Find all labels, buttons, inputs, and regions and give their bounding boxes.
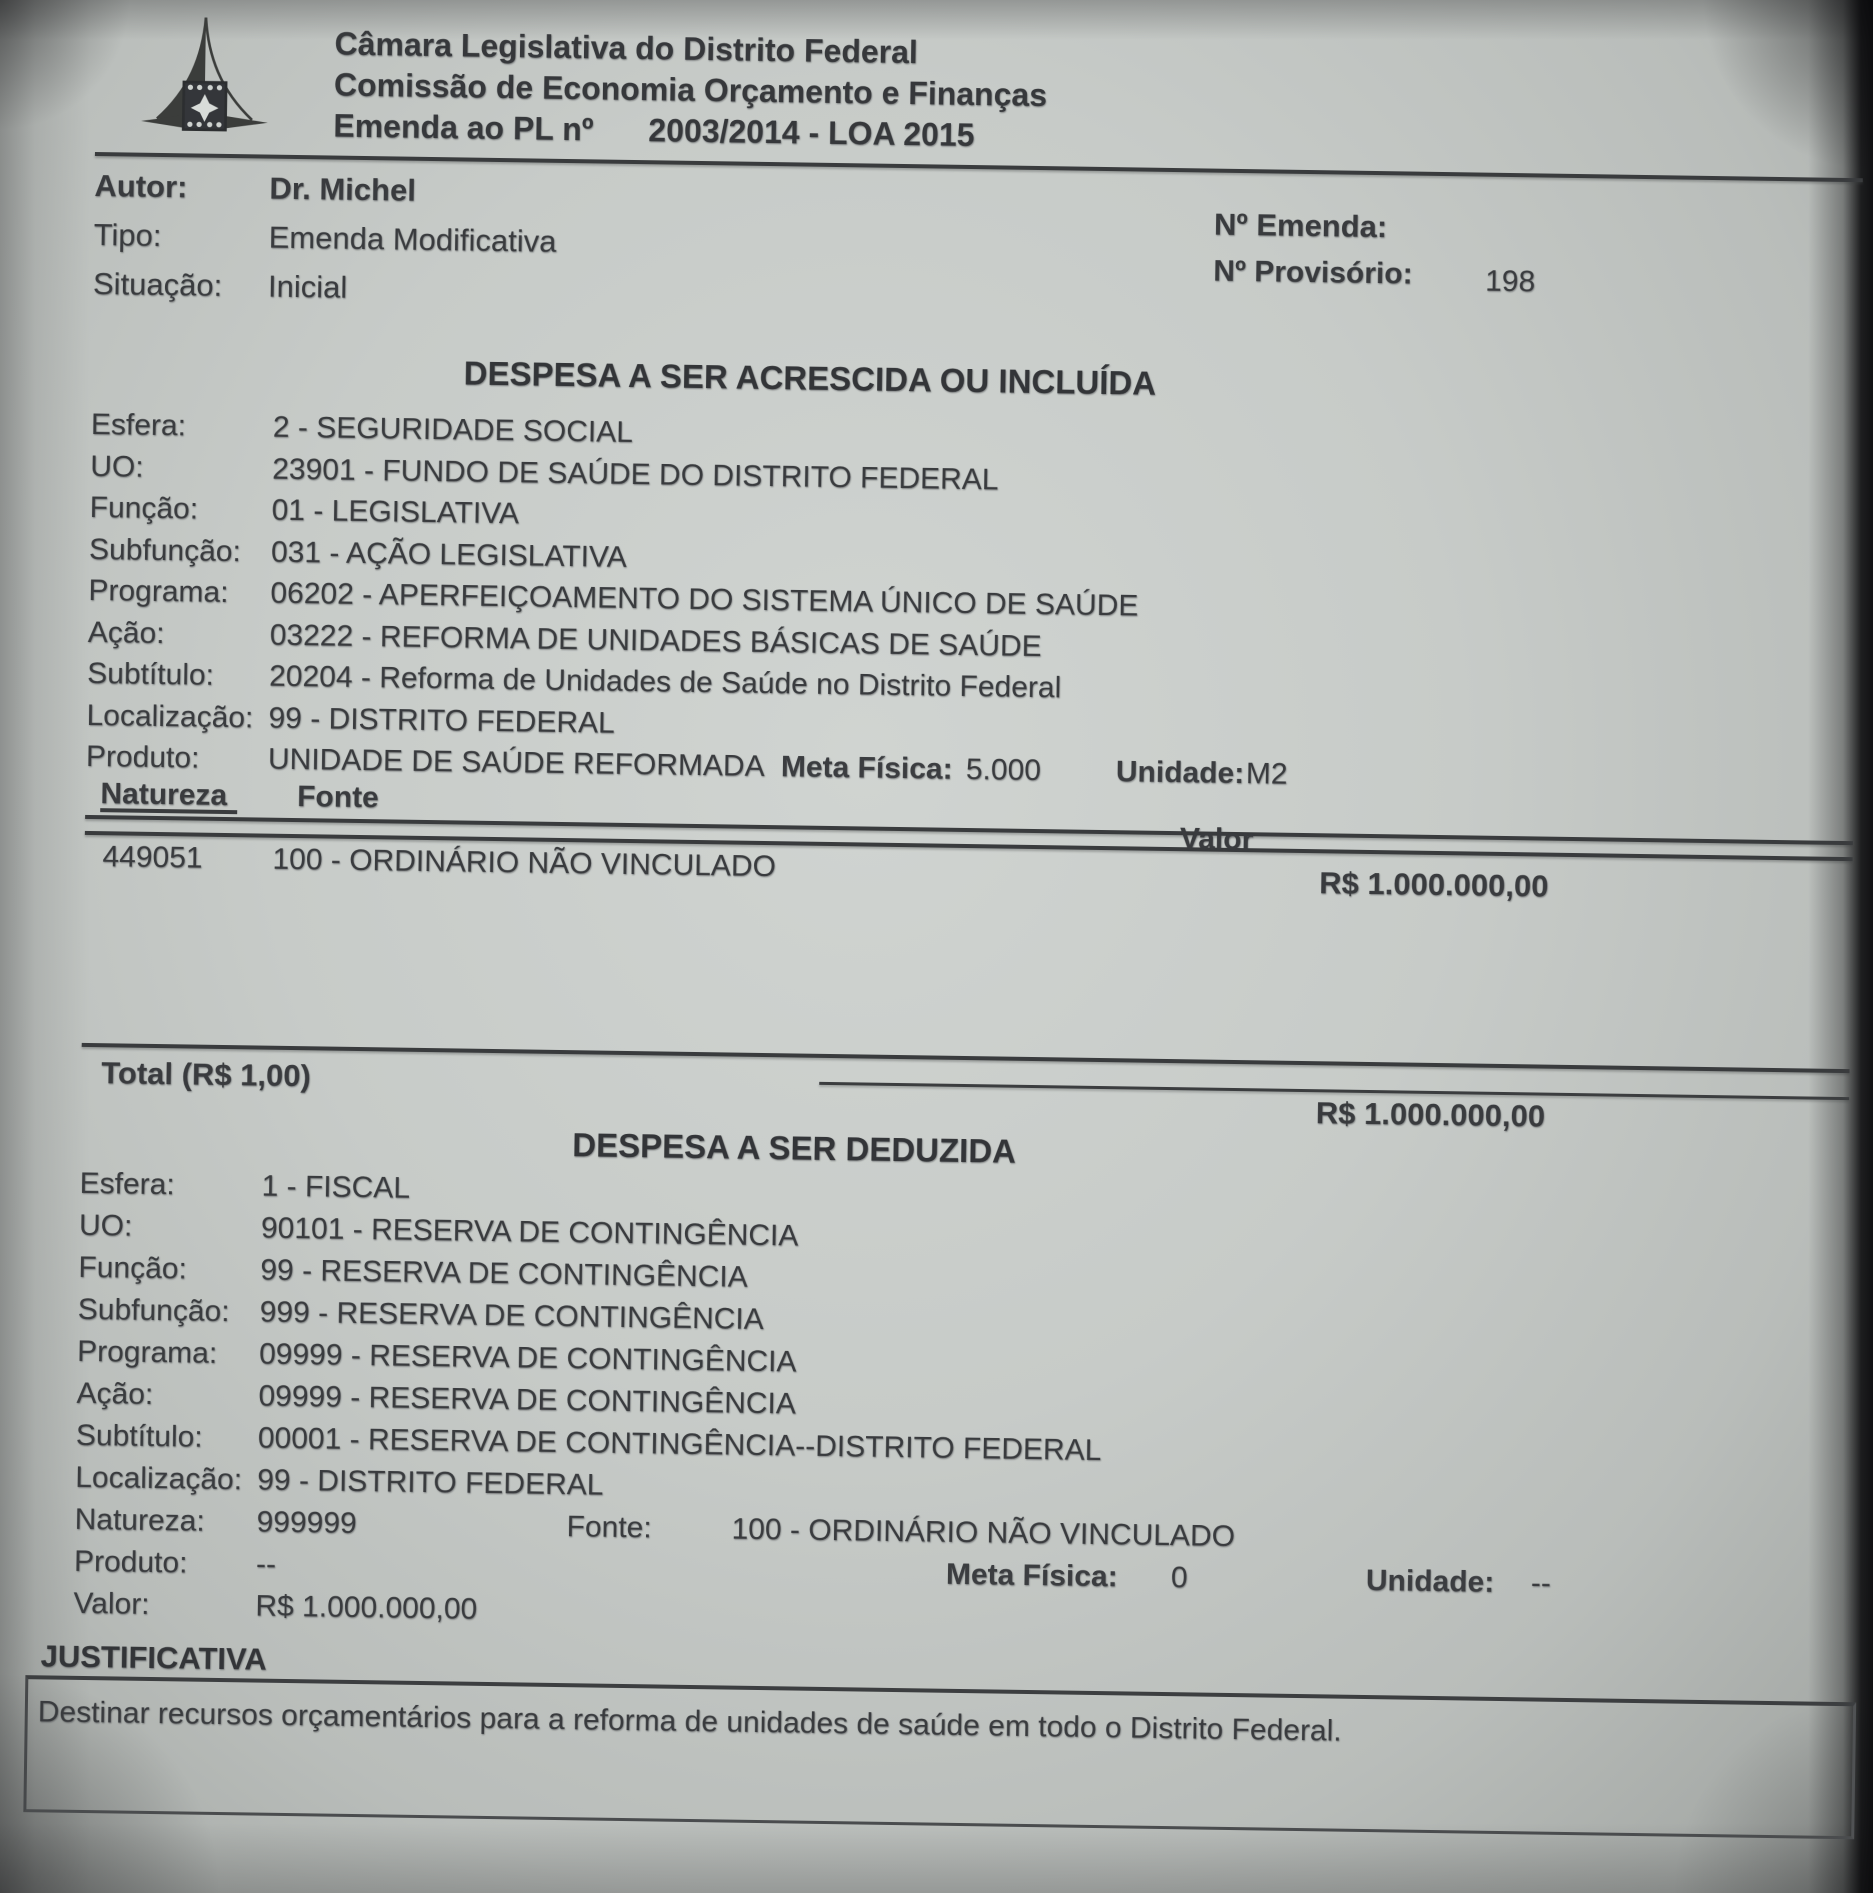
- field-value: 09999 - RESERVA DE CONTINGÊNCIA: [258, 1379, 797, 1421]
- pl-number: 2003/2014 - LOA 2015: [648, 112, 975, 154]
- field-label: Esfera:: [79, 1166, 175, 1201]
- field-label: Subtítulo:: [75, 1418, 203, 1454]
- n-provisorio-value: 198: [1484, 264, 1536, 299]
- total-block: [81, 1042, 1850, 1140]
- header-org-block: [333, 24, 1048, 159]
- field-label: Subtítulo:: [86, 656, 215, 692]
- despesa-deduzida-fields: [73, 1162, 1848, 1650]
- valor-cell: R$ 1.000.000,00: [1319, 864, 1549, 904]
- unidade-label: Unidade:: [1115, 755, 1245, 791]
- field-label: Localização:: [86, 698, 254, 734]
- field-label: Localização:: [75, 1460, 243, 1496]
- fonte-label: Fonte:: [566, 1509, 652, 1544]
- justificativa-text: Destinar recursos orçamentários para a reforma de unidades de saúde em todo o Distrito Federal.: [37, 1694, 1342, 1748]
- cldf-monument-icon: [115, 12, 295, 147]
- field-label: Programa:: [76, 1334, 218, 1370]
- field-label: Subfunção:: [77, 1292, 230, 1328]
- justificativa-box: [23, 1675, 1856, 1839]
- n-emenda-label: Nº Emenda:: [1213, 206, 1388, 245]
- valor-label: Valor:: [73, 1586, 150, 1621]
- total-value: R$ 1.000.000,00: [1315, 1094, 1546, 1134]
- field-value: 90101 - RESERVA DE CONTINGÊNCIA: [260, 1211, 799, 1253]
- autor-value: Dr. Michel: [269, 170, 417, 208]
- field-label: Ação:: [76, 1376, 154, 1411]
- natureza-header: Natureza: [100, 778, 237, 814]
- field-value: 00001 - RESERVA DE CONTINGÊNCIA--DISTRITO FEDERAL: [257, 1421, 1102, 1467]
- field-value: 99 - RESERVA DE CONTINGÊNCIA: [260, 1253, 748, 1294]
- valor-value: R$ 1.000.000,00: [255, 1589, 478, 1626]
- field-value: 2 - SEGURIDADE SOCIAL: [272, 410, 634, 450]
- field-value: 23901 - FUNDO DE SAÚDE DO DISTRITO FEDERAL: [272, 452, 999, 496]
- natureza-label: Natureza:: [74, 1502, 205, 1538]
- field-value: 1 - FISCAL: [261, 1169, 411, 1205]
- field-value: 09999 - RESERVA DE CONTINGÊNCIA: [258, 1337, 797, 1379]
- org-line2: Comissão de Economia Orçamento e Finanças: [333, 66, 1048, 114]
- unidade-value: --: [1530, 1565, 1552, 1600]
- field-value: 99 - DISTRITO FEDERAL: [257, 1463, 604, 1502]
- produto-label: Produto:: [85, 739, 200, 775]
- meta-fisica-value: 0: [1170, 1560, 1188, 1594]
- document-header: [95, 12, 1865, 170]
- situacao-label: Situação:: [92, 265, 223, 303]
- field-value: 01 - LEGISLATIVA: [271, 493, 520, 531]
- total-divider: [82, 1042, 1850, 1072]
- field-value: 03222 - REFORMA DE UNIDADES BÁSICAS DE SAÚDE: [269, 618, 1042, 663]
- pl-label: Emenda ao PL nº: [333, 107, 594, 148]
- field-label: Subfunção:: [88, 532, 242, 568]
- meta-fisica-label: Meta Física:: [945, 1557, 1118, 1593]
- field-value: 031 - AÇÃO LEGISLATIVA: [270, 535, 627, 574]
- unidade-label: Unidade:: [1365, 1563, 1495, 1599]
- unidade-value: M2: [1245, 757, 1288, 791]
- produto-value: UNIDADE DE SAÚDE REFORMADA: [267, 742, 765, 784]
- tipo-label: Tipo:: [93, 216, 162, 253]
- field-value: 20204 - Reforma de Unidades de Saúde no Distrito Federal: [268, 659, 1062, 705]
- produto-value: --: [255, 1547, 277, 1581]
- section-title-despesa-acrescida: DESPESA A SER ACRESCIDA OU INCLUÍDA: [463, 354, 1157, 402]
- field-label: Esfera:: [90, 407, 187, 443]
- field-value: 06202 - APERFEIÇOAMENTO DO SISTEMA ÚNICO DE SAÚDE: [270, 576, 1139, 623]
- field-label: Programa:: [88, 573, 229, 610]
- field-label: UO:: [90, 449, 144, 484]
- despesa-acrescida-fields: [86, 404, 1859, 804]
- meta-fisica-label: Meta Física:: [780, 750, 953, 786]
- total-label: Total (R$ 1,00): [101, 1054, 312, 1093]
- justificativa-title: JUSTIFICATIVA: [40, 1637, 268, 1677]
- field-value: 99 - DISTRITO FEDERAL: [268, 701, 615, 740]
- meta-fisica-value: 5.000: [965, 752, 1042, 788]
- org-line1: Câmara Legislativa do Distrito Federal: [334, 25, 919, 71]
- fonte-cell: 100 - ORDINÁRIO NÃO VINCULADO: [272, 842, 777, 883]
- document-content: [37, 12, 1865, 1839]
- field-value: 999 - RESERVA DE CONTINGÊNCIA: [259, 1295, 765, 1336]
- field-label: Ação:: [87, 615, 165, 650]
- valor-header: Valor: [1179, 821, 1254, 856]
- tipo-value: Emenda Modificativa: [268, 219, 557, 259]
- section-title-despesa-deduzida: DESPESA A SER DEDUZIDA: [572, 1125, 1017, 1170]
- produto-label: Produto:: [73, 1544, 188, 1580]
- natureza-value: 999999: [256, 1505, 358, 1540]
- field-label: UO:: [78, 1208, 133, 1243]
- n-provisorio-label: Nº Provisório:: [1213, 254, 1413, 291]
- natureza-cell: 449051: [102, 839, 203, 875]
- fonte-header: Fonte: [296, 779, 380, 814]
- meta-block: [93, 168, 1863, 341]
- field-label: Função:: [89, 490, 199, 526]
- autor-label: Autor:: [94, 167, 188, 205]
- situacao-value: Inicial: [267, 268, 348, 305]
- field-label: Função:: [78, 1250, 188, 1285]
- fonte-value: 100 - ORDINÁRIO NÃO VINCULADO: [731, 1512, 1236, 1553]
